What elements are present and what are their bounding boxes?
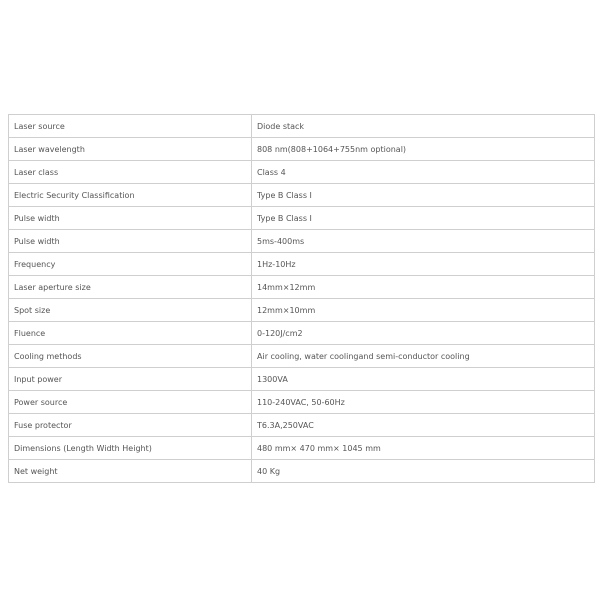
spec-value: 480 mm× 470 mm× 1045 mm (252, 437, 595, 460)
table-row (9, 115, 595, 138)
spec-label: Laser class (9, 161, 252, 184)
table-row (9, 253, 595, 276)
spec-value: 0-120J/cm2 (252, 322, 595, 345)
spec-label: Spot size (9, 299, 252, 322)
spec-value: Air cooling, water coolingand semi-conductor cooling (252, 345, 595, 368)
spec-label: Power source (9, 391, 252, 414)
spec-label: Electric Security Classification (9, 184, 252, 207)
spec-label: Fluence (9, 322, 252, 345)
table-row (9, 207, 595, 230)
spec-label: Fuse protector (9, 414, 252, 437)
table-row (9, 322, 595, 345)
table-row (9, 391, 595, 414)
spec-value: 40 Kg (252, 460, 595, 483)
spec-value: 14mm×12mm (252, 276, 595, 299)
spec-value: 808 nm(808+1064+755nm optional) (252, 138, 595, 161)
spec-label: Frequency (9, 253, 252, 276)
table-row (9, 460, 595, 483)
spec-table (8, 114, 595, 483)
spec-label: Laser source (9, 115, 252, 138)
spec-value: Type B Class I (252, 184, 595, 207)
table-row (9, 161, 595, 184)
table-row (9, 276, 595, 299)
spec-value: 1300VA (252, 368, 595, 391)
spec-label: Pulse width (9, 207, 252, 230)
spec-value: Class 4 (252, 161, 595, 184)
table-row (9, 138, 595, 161)
spec-label: Dimensions (Length Width Height) (9, 437, 252, 460)
spec-label: Laser aperture size (9, 276, 252, 299)
spec-value: 5ms-400ms (252, 230, 595, 253)
spec-label: Input power (9, 368, 252, 391)
spec-label: Laser wavelength (9, 138, 252, 161)
table-row (9, 437, 595, 460)
spec-label: Pulse width (9, 230, 252, 253)
spec-value: Type B Class I (252, 207, 595, 230)
spec-value: T6.3A,250VAC (252, 414, 595, 437)
spec-label: Cooling methods (9, 345, 252, 368)
spec-value: 110-240VAC, 50-60Hz (252, 391, 595, 414)
table-row (9, 184, 595, 207)
table-row (9, 368, 595, 391)
spec-value: Diode stack (252, 115, 595, 138)
table-row (9, 414, 595, 437)
table-row (9, 230, 595, 253)
spec-value: 12mm×10mm (252, 299, 595, 322)
table-row (9, 299, 595, 322)
table-row (9, 345, 595, 368)
spec-label: Net weight (9, 460, 252, 483)
spec-value: 1Hz-10Hz (252, 253, 595, 276)
